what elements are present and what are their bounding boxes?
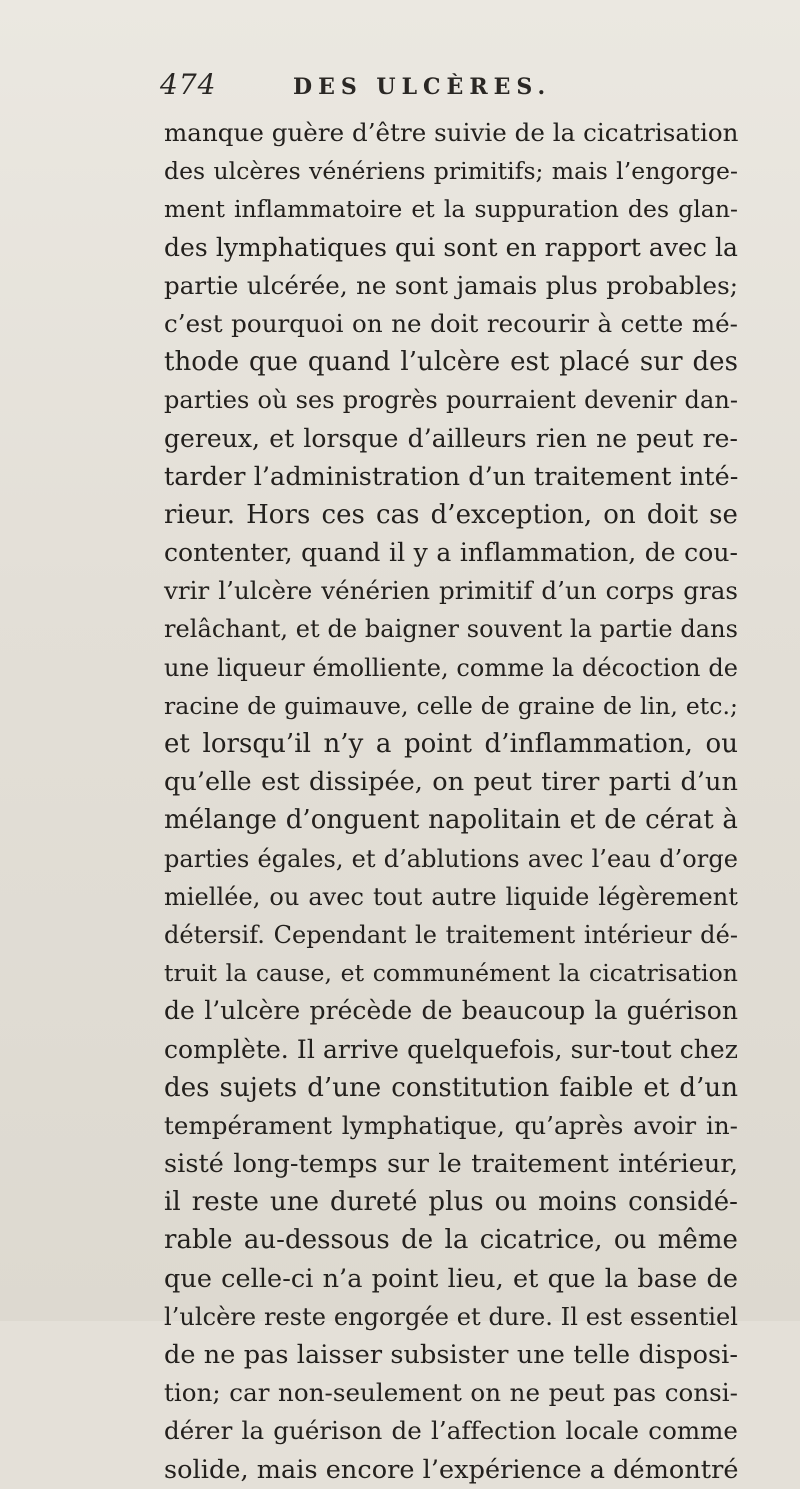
text-line: c’est pourquoi on ne doit recourir à cette mé- xyxy=(164,308,738,338)
text-line: l’ulcère reste engorgée et dure. Il est essentiel xyxy=(164,1302,738,1331)
text-line: parties égales, et d’ablutions avec l’eau d’orge xyxy=(164,844,738,873)
text-line: miellée, ou avec tout autre liquide légèrement xyxy=(164,882,738,911)
text-line: manque guère d’être suivie de la cicatrisation xyxy=(164,118,739,147)
text-line: rieur. Hors ces cas d’exception, on doit se xyxy=(164,499,738,530)
text-line: sisté long-temps sur le traitement intérieur, xyxy=(164,1149,738,1180)
text-line: que celle-ci n’a point lieu, et que la base de xyxy=(164,1263,738,1294)
body-text xyxy=(164,114,738,1489)
text-line: rable au-dessous de la cicatrice, ou même xyxy=(164,1225,738,1256)
text-line: truit la cause, et communément la cicatrisation xyxy=(164,959,738,988)
running-title: DES ULCÈRES. xyxy=(293,74,552,100)
text-line: il reste une dureté plus ou moins considé- xyxy=(164,1187,738,1218)
text-line: des sujets d’une constitution faible et d’un xyxy=(164,1072,738,1103)
text-line: dérer la guérison de l’affection locale comme xyxy=(164,1416,738,1446)
text-line: et lorsqu’il n’y a point d’inflammation, ou xyxy=(164,729,738,759)
text-line: racine de guimauve, celle de graine de lin, etc.; xyxy=(164,691,738,720)
text-line: gereux, et lorsque d’ailleurs rien ne peut re- xyxy=(164,423,738,453)
text-line: de l’ulcère précède de beaucoup la guérison xyxy=(164,996,738,1026)
text-line: vrir l’ulcère vénérien primitif d’un corps gras xyxy=(164,576,738,606)
text-line: des ulcères vénériens primitifs; mais l’engorge- xyxy=(164,157,738,186)
text-line: tion; car non-seulement on ne peut pas consi- xyxy=(164,1378,738,1408)
text-line: thode que quand l’ulcère est placé sur des xyxy=(164,347,738,378)
running-head xyxy=(160,68,720,112)
text-line: tempérament lymphatique, qu’après avoir in- xyxy=(164,1110,738,1140)
text-line: qu’elle est dissipée, on peut tirer parti d’un xyxy=(164,767,738,798)
text-line: solide, mais encore l’expérience a démontré xyxy=(164,1454,739,1485)
text-line: relâchant, et de baigner souvent la partie dans xyxy=(164,615,738,644)
text-line: mélange d’onguent napolitain et de cérat à xyxy=(164,805,738,836)
text-line: détersif. Cependant le traitement intérieur dé- xyxy=(164,920,738,949)
text-line: de ne pas laisser subsister une telle disposi- xyxy=(164,1340,738,1370)
text-line: parties où ses progrès pourraient devenir dan- xyxy=(164,386,738,415)
text-line: tarder l’administration d’un traitement inté- xyxy=(164,461,739,492)
text-line: partie ulcérée, ne sont jamais plus probables; xyxy=(164,270,738,300)
text-line: des lymphatiques qui sont en rapport avec la xyxy=(164,232,738,262)
text-line: complète. Il arrive quelquefois, sur-tout chez xyxy=(164,1034,738,1064)
text-line: une liqueur émolliente, comme la décoction de xyxy=(164,653,738,682)
page-number: 474 xyxy=(160,68,217,101)
text-line: contenter, quand il y a inflammation, de cou- xyxy=(164,538,738,568)
text-line: ment inflammatoire et la suppuration des glan- xyxy=(164,195,738,224)
